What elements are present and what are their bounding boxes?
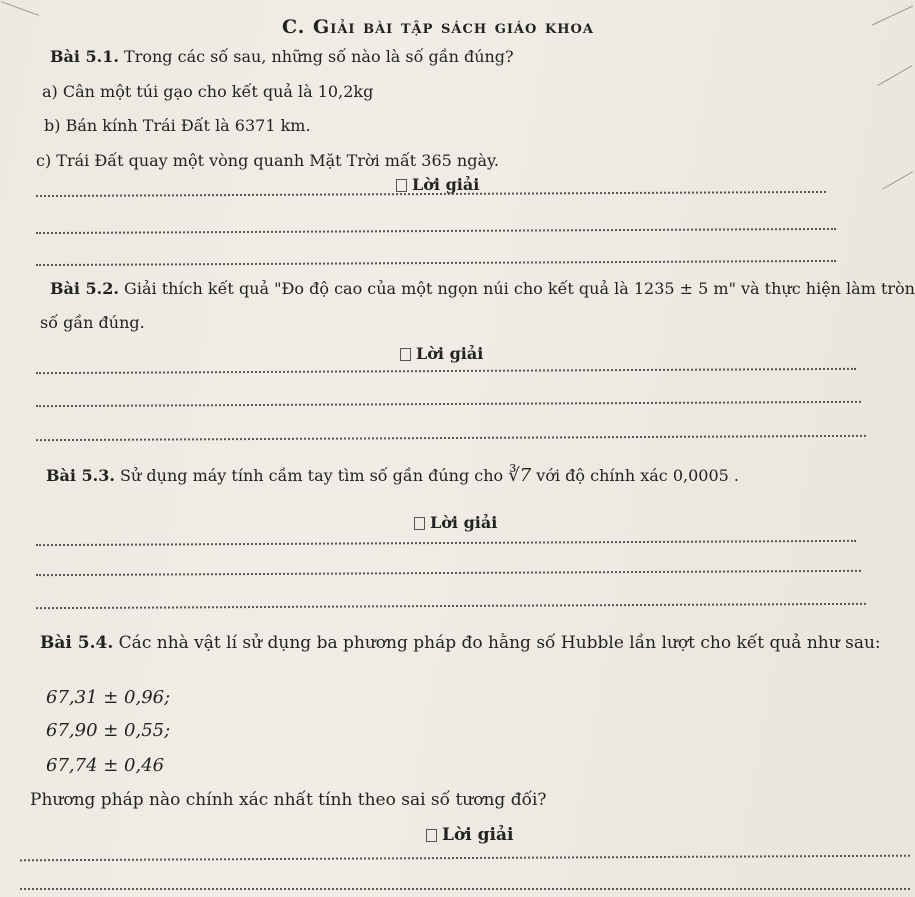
exercise-5-1-number: Bài 5.1.	[50, 47, 119, 66]
answer-line	[36, 570, 861, 576]
hubble-result-1: 67,31 ± 0,96;	[46, 687, 171, 708]
solution-heading	[414, 514, 497, 532]
solution-label: Lời giải	[442, 825, 514, 845]
solution-heading	[400, 345, 483, 363]
exercise-5-3-prompt	[46, 466, 739, 486]
page-edge-line	[1, 1, 39, 16]
answer-line	[36, 540, 856, 546]
exercise-5-1-c: c) Trái Đất quay một vòng quanh Mặt Trời mất 365 ngày.	[36, 151, 499, 170]
exercise-5-2-number: Bài 5.2.	[50, 279, 119, 298]
exercise-5-3-number: Bài 5.3.	[46, 466, 115, 485]
exercise-5-4-text: Các nhà vật lí sử dụng ba phương pháp đo hằng số Hubble lần lượt cho kết quả như sau:	[118, 633, 881, 653]
exercise-5-4-number: Bài 5.4.	[40, 633, 114, 653]
solution-heading	[426, 826, 514, 845]
solution-heading	[396, 176, 479, 194]
exercise-5-1-prompt	[50, 48, 514, 66]
solution-label: Lời giải	[412, 175, 480, 194]
exercise-5-1-b: b) Bán kính Trái Đất là 6371 km.	[44, 116, 311, 135]
page-edge-line	[877, 65, 912, 86]
answer-line	[36, 435, 866, 441]
answer-line	[36, 260, 836, 266]
exercise-5-2-text: Giải thích kết quả "Đo độ cao của một ngọn núi cho kết quả là 1235 ± 5 m" và thực hiện làm tròn	[124, 279, 915, 298]
solution-label: Lời giải	[416, 344, 484, 363]
answer-line	[36, 368, 856, 374]
note-icon	[414, 517, 425, 530]
exercise-5-2-prompt	[50, 280, 915, 298]
answer-line	[36, 401, 861, 407]
exercise-5-3-text-end: với độ chính xác 0,0005 .	[536, 466, 739, 485]
exercise-5-4-prompt	[40, 634, 881, 653]
note-icon	[400, 348, 411, 361]
page-edge-line	[872, 6, 913, 26]
solution-label: Lời giải	[430, 513, 498, 532]
exercise-5-1-a: a) Cân một túi gạo cho kết quả là 10,2kg	[42, 82, 374, 101]
section-title: C. Giải bài tập sách giáo khoa	[282, 16, 594, 38]
page-edge-line	[882, 171, 913, 189]
answer-line	[36, 603, 866, 609]
exercise-5-2-continuation: số gần đúng.	[40, 313, 145, 332]
note-icon	[426, 829, 437, 842]
hubble-result-2: 67,90 ± 0,55;	[46, 720, 171, 741]
exercise-5-3-text: Sử dụng máy tính cầm tay tìm số gần đúng cho	[120, 466, 504, 485]
cube-root-expression: ∛7	[508, 465, 532, 486]
answer-line	[20, 855, 910, 862]
hubble-result-3: 67,74 ± 0,46	[46, 755, 165, 776]
answer-line	[36, 228, 836, 234]
exercise-5-4-question: Phương pháp nào chính xác nhất tính theo sai số tương đối?	[30, 790, 547, 810]
note-icon	[396, 179, 407, 192]
answer-line	[20, 888, 910, 890]
exercise-5-1-text: Trong các số sau, những số nào là số gần đúng?	[124, 47, 514, 66]
